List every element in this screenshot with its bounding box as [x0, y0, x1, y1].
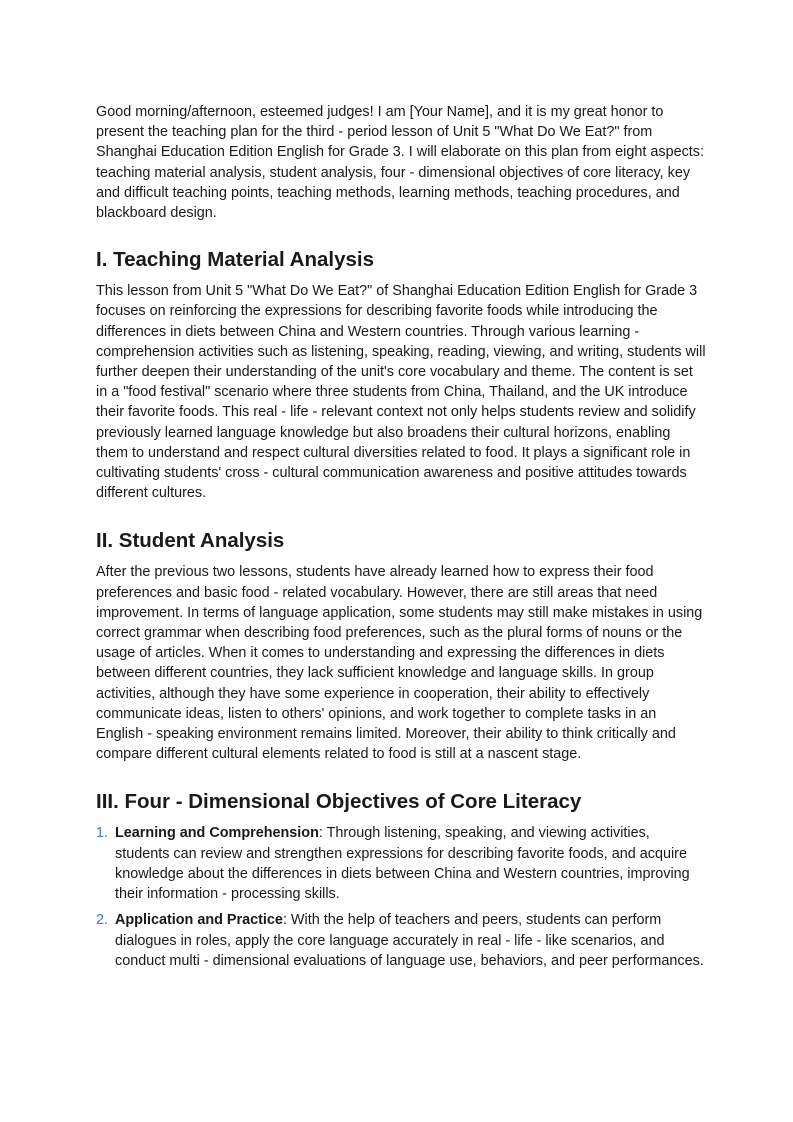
intro-paragraph: Good morning/afternoon, esteemed judges! I am [Your Name], and it is my great honor to present the teaching plan for the third - period lesson of Unit 5 "What Do We Eat?" from Shanghai Education Edition English for Grade 3. I will elaborate on this plan from eight aspects: teaching material analysis, student analysis, four - dimensional objectives of core literacy, key and difficult teaching points, teaching methods, learning methods, teaching procedures, and blackboard design.	[96, 104, 704, 222]
list-number: 1.	[96, 825, 109, 842]
list-item-text: : With the help of teachers and peers, students can perform dialogues in roles, apply the core language accurately in real - life - like scenarios, and conduct multi - dimensional evaluations of language use, behaviors, and peer performances.	[115, 912, 704, 969]
list-item-title: Learning and Comprehension	[115, 825, 319, 842]
section-heading-student-analysis: II. Student Analysis	[96, 529, 285, 553]
list-item-title: Application and Practice	[115, 912, 283, 929]
document-page	[96, 102, 706, 977]
objectives-list	[96, 823, 706, 970]
list-item-text: : Through listening, speaking, and viewing activities, students can review and strengthen expressions for describing favorite foods, and acquire knowledge about the differences in diets between China and Western countries, improving their information - processing skills.	[115, 825, 690, 903]
section-heading-core-literacy: III. Four - Dimensional Objectives of Core Literacy	[96, 790, 582, 814]
list-item	[96, 910, 706, 971]
section-body-teaching-material: This lesson from Unit 5 "What Do We Eat?" of Shanghai Education Edition English for Grade 3 focuses on reinforcing the expressions for describing favorite foods while introducing the differences in diets between China and Western countries. Through various learning - comprehension activities such as listening, speaking, reading, viewing, and writing, students will further deepen their understanding of the unit's core vocabulary and theme. The content is set in a "food festival" scenario where three students from China, Thailand, and the UK introduce their favorite foods. This real - life - relevant context not only helps students review and solidify previously learned language knowledge but also broadens their cultural horizons, enabling them to understand and respect cultural diversities related to food. It plays a significant role in cultivating students' cross - cultural communication awareness and positive attitudes towards different cultures.	[96, 283, 706, 502]
section-heading-teaching-material: I. Teaching Material Analysis	[96, 248, 374, 272]
list-item	[96, 823, 706, 904]
section-body-student-analysis: After the previous two lessons, students have already learned how to express their food preferences and basic food - related vocabulary. However, there are still areas that need improvement. In terms of language application, some students may still make mistakes in using correct grammar when describing food preferences, such as the plural forms of nouns or the usage of articles. When it comes to understanding and expressing the differences in diets between different countries, they lack sufficient knowledge and language skills. In group activities, although they have some experience in cooperation, their ability to effectively communicate ideas, listen to others' opinions, and work together to complete tasks in an English - speaking environment remains limited. Moreover, their ability to think critically and compare different cultural elements related to food is still at a nascent stage.	[96, 564, 703, 763]
list-number: 2.	[96, 912, 109, 929]
